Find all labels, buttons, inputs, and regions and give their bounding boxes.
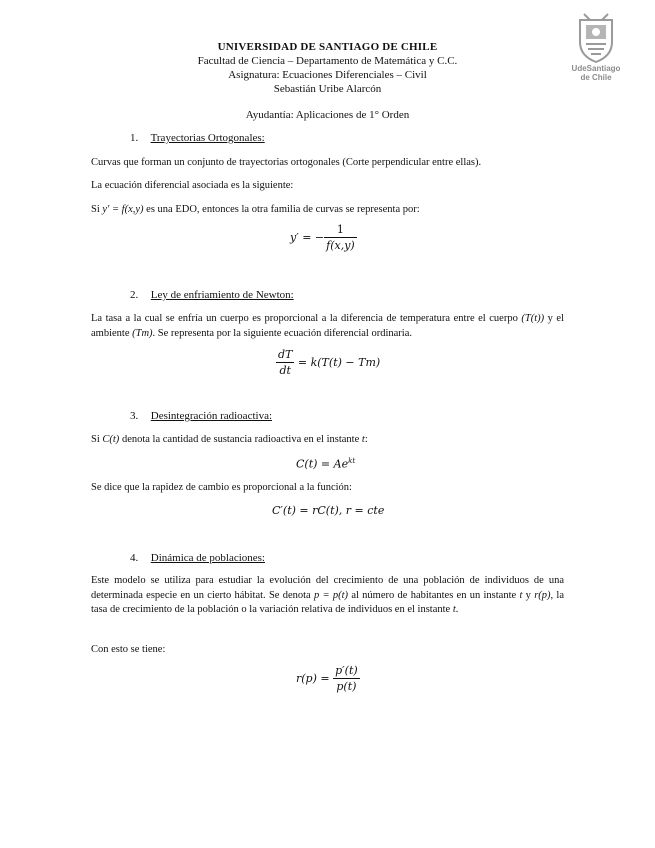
section-4-number: 4. (130, 552, 139, 564)
text-run: La tasa a la cual se enfría un cuerpo es proporcional a la diferencia de temperatura entre el cuerpo (91, 313, 522, 324)
equation-orthogonal (290, 223, 357, 252)
section-4-paragraph-2: Con esto se tiene: (91, 644, 166, 655)
equation-exponent: kt (348, 457, 356, 465)
inline-math: p = p(t) (314, 589, 349, 601)
fraction (333, 664, 360, 693)
fraction-numerator: dT (278, 348, 293, 361)
inline-math: (T(t)) (521, 313, 545, 324)
section-1-heading (130, 132, 265, 144)
equation-rate: C′(t) = rC(t), r = cte (272, 504, 385, 517)
equation-population (296, 664, 360, 693)
document-subtitle: Ayudantía: Aplicaciones de 1° Orden (245, 109, 410, 121)
section-3-number: 3. (130, 410, 139, 422)
author-line: Sebastián Uribe Alarcón (273, 83, 382, 95)
text-run: . (455, 604, 459, 615)
logo-text-line1: UdeSantiago (571, 64, 621, 73)
inline-math: t (452, 604, 456, 615)
fraction-denominator: p(t) (336, 680, 357, 693)
logo-text-line2: de Chile (580, 73, 612, 82)
section-3-title: Desintegración radioactiva: (150, 410, 273, 422)
inline-math: t (519, 589, 523, 601)
fraction-numerator: 1 (324, 223, 357, 238)
university-logo (566, 12, 626, 92)
equation-rhs: = k(T(t) − Tm) (297, 356, 381, 369)
text-run: Este modelo se utiliza para estudiar la evolución del crecimiento de una población de individuos de una determinada especie en un cierto hábitat. Se denota (91, 575, 564, 601)
faculty-line: Facultad de Ciencia – Departamento de Matemática y C.C. (197, 55, 458, 67)
university-name: UNIVERSIDAD DE SANTIAGO DE CHILE (217, 41, 438, 53)
equation-lhs: y′ = − (290, 231, 325, 244)
fraction-denominator: dt (279, 364, 291, 377)
section-2-paragraph-1 (91, 312, 564, 341)
text-run: , la tasa de crecimiento de la población o la variación relativa de individuos en el instante (91, 589, 565, 615)
document-header (140, 40, 515, 96)
text-run: : (364, 434, 368, 445)
fraction-numerator: p′(t) (335, 664, 358, 677)
section-4-title: Dinámica de poblaciones: (150, 552, 265, 564)
text-run: es una EDO, entonces la otra familia de curvas se representa por: (143, 204, 420, 215)
section-1-number: 1. (130, 132, 139, 144)
fraction (324, 223, 357, 252)
text-run: . Se representa por la siguiente ecuación diferencial ordinaria. (152, 327, 412, 339)
text-run: y (522, 589, 535, 601)
section-3-paragraph-2: Se dice que la rapidez de cambio es proporcional a la función: (91, 482, 352, 493)
inline-math: (Tm) (132, 327, 153, 339)
section-4-paragraph-1 (91, 574, 564, 618)
text-run: al número de habitantes en un instante (348, 589, 520, 601)
text-run: denota la cantidad de sustancia radioactiva en el instante (119, 434, 362, 445)
section-1-title: Trayectorias Ortogonales: (150, 132, 265, 144)
equation-decay (296, 457, 355, 471)
section-1-paragraph-3 (91, 203, 564, 218)
section-2-number: 2. (130, 289, 139, 301)
equation-newton-cooling (276, 348, 380, 377)
coat-of-arms-icon (576, 12, 616, 64)
section-3-heading (130, 410, 272, 422)
section-1-paragraph-2: La ecuación diferencial asociada es la siguiente: (91, 180, 294, 191)
text-run: Si (91, 434, 103, 445)
section-1-paragraph-1: Curvas que forman un conjunto de trayectorias ortogonales (Corte perpendicular entre ellas). (91, 157, 482, 168)
section-2-title: Ley de enfriamiento de Newton: (150, 289, 294, 301)
inline-math: C(t) (102, 434, 120, 445)
section-4-heading (130, 552, 265, 564)
inline-math: t (361, 434, 365, 445)
section-3-paragraph-1 (91, 433, 564, 448)
inline-math: y′ = f(x,y) (102, 204, 144, 215)
equation-lhs: r(p) = (296, 672, 330, 685)
subject-line: Asignatura: Ecuaciones Diferenciales – Civil (228, 69, 427, 81)
fraction-denominator: f(x,y) (326, 239, 355, 252)
inline-math: r(p) (534, 589, 551, 601)
section-2-heading (130, 289, 294, 301)
text-run: Si (91, 204, 103, 215)
text-run: y el ambiente (91, 313, 565, 339)
fraction (276, 348, 294, 377)
equation-base: C(t) = Ae (296, 457, 349, 471)
